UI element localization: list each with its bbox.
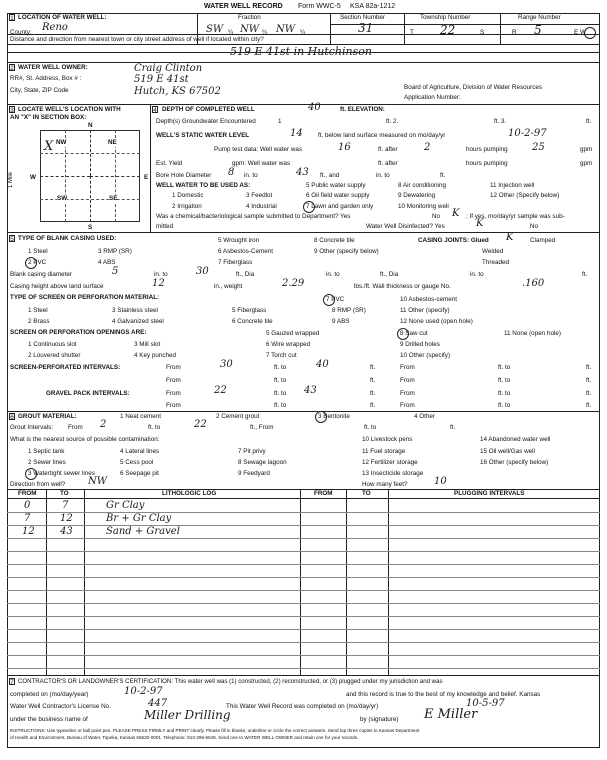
township-number-label: Township Number (420, 14, 471, 21)
gw-3: ft. 3. (494, 118, 507, 125)
fraction-q2[interactable]: NW (240, 24, 260, 35)
chem-tail: ; If yes, mo/day/yr sample was sub- (466, 213, 565, 220)
pump-after: ft. after (378, 146, 398, 153)
grout-tail-2: ft. to (364, 424, 377, 431)
range-value[interactable]: 5 (534, 23, 542, 37)
gravel-to-3: ft. to (274, 402, 287, 409)
gravel-to-value[interactable]: 43 (304, 385, 317, 396)
section-2-number: 2 (10, 65, 14, 72)
grout-to-value[interactable]: 22 (194, 419, 207, 430)
casing-height-label: Casing height above land surface (10, 283, 104, 290)
contamination-label: What is the nearest source of possible contamination: (10, 436, 160, 443)
screen-1: 1 Steel (28, 307, 48, 314)
gravel-to-1: ft. to (274, 390, 287, 397)
section-number-label: Section Number (340, 14, 386, 21)
gravel-ft-3: ft. (370, 402, 376, 409)
true-record-label: and this record is true to the best of my knowledge and belief. Kansas (346, 691, 541, 698)
perf-to-1: ft. to (274, 364, 287, 371)
business-name-label: under the business name of (10, 716, 88, 723)
casing-6: 6 Asbestos-Cement (218, 248, 273, 255)
gravel-to-4: ft. to (498, 402, 511, 409)
use-8: 8 Air conditioning (398, 182, 446, 189)
casing-4: 4 ABS (98, 259, 116, 266)
gravel-from-3: From (166, 402, 181, 409)
log-row-1-from[interactable]: 0 (24, 500, 31, 511)
weight-tail: lbs./ft. Wall thickness or gauge No. (354, 283, 451, 290)
gpm-label: gpm (580, 146, 593, 153)
perforated-intervals-label: SCREEN-PERFORATED INTERVALS: (10, 364, 121, 371)
log-row-2-to[interactable]: 12 (60, 513, 73, 524)
static-date-value[interactable]: 10-2-97 (508, 128, 547, 139)
contam-13: 13 Insecticide storage (362, 470, 424, 477)
elevation-label: ft. ELEVATION: (340, 106, 385, 113)
screen-2: 2 Brass (28, 318, 50, 325)
openings-label: SCREEN OR PERFORATION OPENINGS ARE: (10, 329, 147, 336)
chem-no-check[interactable]: K (452, 208, 460, 219)
gravel-from-4: From (400, 402, 415, 409)
grout-tail: ft., From (250, 424, 274, 431)
open-7: 7 Torch cut (266, 352, 297, 359)
contam-5: 5 Cess pool (120, 459, 154, 466)
locate-label-2: AN "X" IN SECTION BOX: (10, 114, 87, 121)
license-value[interactable]: 447 (148, 698, 168, 709)
location-label: LOCATION OF WATER WELL: (18, 14, 107, 21)
contam-15: 15 Oil well/Gas well (480, 448, 535, 455)
perf-ft-1: ft. (370, 364, 376, 371)
ew-circle (584, 27, 596, 39)
feet-value[interactable]: 10 (434, 476, 447, 487)
address-label: RR#, St. Address, Box # : (10, 75, 82, 82)
screen-11: 11 Other (specify) (400, 307, 450, 314)
contam-1: 1 Septic tank (28, 448, 65, 455)
grout-from-label: From (68, 424, 83, 431)
distance-value[interactable]: 519 E 41st in Hutchinson (230, 45, 372, 58)
weight-label: in., weight (214, 283, 243, 290)
casing-7: 7 Fiberglass (218, 259, 253, 266)
contam-4: 4 Lateral lines (120, 448, 160, 455)
signature-label: by (signature) (360, 716, 399, 723)
pump-level-value[interactable]: 16 (338, 142, 351, 153)
west-label: W (30, 174, 36, 181)
bore-label: Bore Hole Diameter (156, 172, 212, 179)
perf-to-3: ft. to (274, 377, 287, 384)
screen-10: 10 Asbestos-cement (400, 296, 458, 303)
perf-ft-2: ft. (586, 364, 592, 371)
casing-3: 3 RMP (SR) (98, 248, 132, 255)
use-10: 10 Monitoring well (398, 203, 449, 210)
completed-label: completed on (mo/day/year) (10, 691, 89, 698)
contam-2: 2 Sewer lines (28, 459, 66, 466)
yield-label: Est. Yield (156, 160, 183, 167)
grout-4: 4 Other (414, 413, 435, 420)
east-label: E (144, 174, 149, 181)
use-5: 5 Public water supply (306, 182, 366, 189)
grout-material-label: GROUT MATERIAL: (18, 413, 77, 420)
gw-1: 1 (278, 118, 282, 125)
screen-7: 7 PVC (326, 296, 345, 303)
yield-after: ft. after (378, 160, 398, 167)
certification-line-1: CONTRACTOR'S OR LANDOWNER'S CERTIFICATION: This water well was (1) constructed, (2) reconstructed, or (3) plugged under my jurisdiction and was (18, 678, 443, 685)
se-label: SE (109, 195, 118, 202)
disinfected-check[interactable]: K (476, 218, 484, 229)
log-from-header: FROM (18, 490, 37, 497)
section-3-number: 3 (10, 107, 14, 114)
location-x-mark: X (44, 139, 54, 154)
gravel-pack-label: GRAVEL PACK INTERVALS: (46, 390, 130, 397)
contam-12: 12 Fertilizer storage (362, 459, 418, 466)
section-4-number: 4 (153, 107, 157, 114)
contam-6: 6 Seepage pit (120, 470, 159, 477)
perf-ft-4: ft. (586, 377, 592, 384)
pump-hours-label: hours pumping (466, 146, 508, 153)
diam-ft: ft., Dia (236, 271, 255, 278)
perf-from-3: From (166, 377, 181, 384)
open-11: 11 None (open hole) (504, 330, 561, 337)
contam-3-circle (25, 468, 37, 480)
pump-hours-value[interactable]: 2 (424, 142, 431, 153)
section-5-number: 5 (10, 236, 14, 243)
instructions-line-2: of Health and Environment, Bureau of Water, Topeka, Kansas 66620-0001. Telephone: 913-296-5545. Send one to WATER WELL OWNER and retain one for your records. (10, 735, 359, 740)
screen-3: 3 Stainless steel (112, 307, 158, 314)
fraction-q1[interactable]: SW (206, 24, 224, 35)
township-s-label: S (480, 29, 485, 36)
depth-label: DEPTH OF COMPLETED WELL (162, 106, 255, 113)
casing-height-value[interactable]: 12 (152, 278, 165, 289)
diam-in3: in. to (470, 271, 484, 278)
open-5: 5 Gauzed wrapped (266, 330, 320, 337)
welded-label: Welded (482, 248, 504, 255)
groundwater-label: Depth(s) Groundwater Encountered (156, 118, 256, 125)
gauge-value[interactable]: .160 (522, 278, 545, 289)
city-label: City, State, ZIP Code (10, 87, 69, 94)
casing-diameter-value[interactable]: 5 (112, 266, 119, 277)
quarter-mark-3: ¼ (300, 29, 306, 36)
grout-to-label: ft. to (148, 424, 161, 431)
casing-9: 9 Other (specify below) (314, 248, 379, 255)
gw-2: ft. 2. (386, 118, 399, 125)
glued-check[interactable]: K (506, 232, 514, 243)
perf-from-4: From (400, 377, 415, 384)
contam-10: 10 Livestock pens (362, 436, 413, 443)
clamped-label: Clamped (530, 237, 556, 244)
south-label: S (88, 224, 93, 231)
grout-1: 1 Neat cement (120, 413, 161, 420)
grout-2: 2 Cement grout (216, 413, 260, 420)
form-ksa: KSA 82a-1212 (350, 3, 396, 10)
open-8: 8 Saw cut (400, 330, 428, 337)
locate-label: LOCATE WELL'S LOCATION WITH (18, 106, 121, 113)
chem-sample-label: Was a chemical/bacteriological sample submitted to Department? Yes (156, 213, 351, 220)
use-label: WELL WATER TO BE USED AS: (156, 182, 251, 189)
gravel-ft-4: ft. (586, 402, 592, 409)
yield-hours: hours pumping (466, 160, 508, 167)
disinfected-no: No (530, 223, 539, 230)
bore-in2: in. to (376, 172, 390, 179)
open-2: 2 Louvered shutter (28, 352, 81, 359)
gravel-to-2: ft. to (498, 390, 511, 397)
application-number-label: Application Number: (404, 94, 461, 101)
casing-5: 5 Wrought iron (218, 237, 260, 244)
open-4: 4 Key punched (134, 352, 177, 359)
perf-from-value[interactable]: 30 (220, 359, 233, 370)
screen-5: 5 Fiberglass (232, 307, 267, 314)
quarter-mark-1: ¼ (228, 29, 234, 36)
county-value[interactable]: Reno (42, 22, 68, 33)
use-2: 2 Irrigation (172, 203, 202, 210)
contam-8: 8 Sewage lagoon (238, 459, 287, 466)
township-value[interactable]: 22 (440, 23, 456, 37)
contam-9: 9 Feedyard (238, 470, 270, 477)
plugging-intervals-header: PLUGGING INTERVALS (454, 490, 525, 497)
diam-in: in. to (154, 271, 168, 278)
city-value[interactable]: Hutch, KS 67502 (134, 86, 221, 97)
log-row-1-desc[interactable]: Gr Clay (106, 500, 145, 511)
open-9: 9 Drilled holes (400, 341, 440, 348)
log-to-header: TO (60, 490, 69, 497)
gravel-from-value[interactable]: 22 (214, 385, 227, 396)
license-label: Water Well Contractor's License No. (10, 703, 111, 710)
gravel-ft-1: ft. (370, 390, 376, 397)
casing-8: 8 Concrete tile (314, 237, 355, 244)
casing-2: 2 PVC (28, 259, 47, 266)
range-ew: E W (574, 29, 586, 36)
grout-intervals-label: Grout Intervals: (10, 424, 54, 431)
static-tail: ft. below land surface measured on mo/day/yr (318, 132, 446, 139)
grout-3: 3 Bentonite (318, 413, 350, 420)
use-9: 9 Dewatering (398, 192, 436, 199)
contam-3: 3 Watertight sewer lines (28, 470, 95, 477)
plug-to-header: TO (362, 490, 371, 497)
log-row-2-desc[interactable]: Br + Gr Clay (106, 513, 172, 524)
fraction-q3[interactable]: NW (276, 24, 296, 35)
perf-to-value[interactable]: 40 (316, 359, 329, 370)
perf-from-1: From (166, 364, 181, 371)
log-row-3-from[interactable]: 12 (22, 526, 35, 537)
casing-depth-value[interactable]: 30 (196, 266, 209, 277)
bore-in: in. to (244, 172, 258, 179)
bore-tail: ft., and (320, 172, 340, 179)
casing-1: 1 Steel (28, 248, 48, 255)
diam-ft2: ft., Dia (380, 271, 399, 278)
board-label: Board of Agriculture, Division of Water Resources (404, 84, 543, 91)
open-8-circle (397, 328, 409, 340)
grout-from-value[interactable]: 2 (100, 419, 107, 430)
casing-joints-label: CASING JOINTS: Glued (418, 237, 489, 244)
use-7: 7 Lawn and garden only (306, 203, 374, 210)
pump-gpm-value[interactable]: 25 (532, 142, 545, 153)
disinfected-label: Water Well Disinfected? Yes (366, 223, 445, 230)
diam-in2: in. to (326, 271, 340, 278)
township-t-label: T (410, 29, 414, 36)
address-value[interactable]: 519 E 41st (134, 74, 189, 85)
gravel-from-2: From (400, 390, 415, 397)
mitted-label: mitted (156, 223, 174, 230)
casing-diameter-label: Blank casing diameter (10, 271, 72, 278)
record-completed-label: This Water Well Record was completed on (mo/day/yr) (226, 703, 379, 710)
contam-11: 11 Fuel storage (362, 448, 406, 455)
weight-value[interactable]: 2.29 (282, 278, 305, 289)
grout-3-circle (315, 411, 327, 423)
section-1-number: 1 (10, 15, 14, 22)
yield-mid: gpm: Well water was (232, 160, 290, 167)
form-title: WATER WELL RECORD (204, 3, 283, 10)
owner-label: WATER WELL OWNER: (18, 64, 88, 71)
bore-ft: ft. (440, 172, 446, 179)
county-label: County: (10, 29, 32, 36)
range-number-label: Range Number (518, 14, 561, 21)
section-7-number: 7 (10, 679, 14, 686)
north-label: N (88, 122, 93, 129)
section-value[interactable]: 31 (358, 21, 374, 35)
distance-label: Distance and direction from nearest town or city street address of well if located within city? (10, 36, 264, 43)
screen-7-circle (323, 294, 335, 306)
mile-label: 1 Mile (8, 171, 15, 189)
grout-ft: ft. (450, 424, 456, 431)
nw-label: NW (56, 139, 67, 146)
perf-from-2: From (400, 364, 415, 371)
feet-label: How many feet? (362, 481, 408, 488)
open-3: 3 Mill slot (134, 341, 161, 348)
quarter-mark-2: ¼ (262, 29, 268, 36)
direction-value[interactable]: NW (88, 476, 108, 487)
contam-16: 16 Other (specify below) (480, 459, 549, 466)
owner-value[interactable]: Craig Clinton (134, 63, 203, 74)
static-level-label: WELL'S STATIC WATER LEVEL (156, 132, 250, 139)
pump-test-label: Pump test data: Well water was (214, 146, 303, 153)
use-6: 6 Oil field water supply (306, 192, 370, 199)
perf-ft-3: ft. (370, 377, 376, 384)
screen-material-label: TYPE OF SCREEN OR PERFORATION MATERIAL: (10, 294, 160, 301)
threaded-label: Threaded (482, 259, 509, 266)
perf-to-4: ft. to (498, 377, 511, 384)
static-level-value[interactable]: 14 (290, 128, 303, 139)
log-row-2-from[interactable]: 7 (24, 513, 31, 524)
signature-value[interactable]: E Miller (424, 707, 478, 722)
use-11: 11 Injection well (490, 182, 535, 189)
gw-ft: ft. (586, 118, 592, 125)
screen-6: 6 Concrete tile (232, 318, 273, 325)
screen-4: 4 Galvanized steel (112, 318, 164, 325)
fraction-label: Fraction (238, 14, 261, 21)
screen-9: 9 ABS (332, 318, 350, 325)
use-4: 4 Industrial (246, 203, 277, 210)
form-number: Form WWC-5 (298, 3, 341, 10)
perf-to-2: ft. to (498, 364, 511, 371)
open-1: 1 Continuous slot (28, 341, 77, 348)
casing-label: TYPE OF BLANK CASING USED: (18, 235, 117, 242)
open-10: 10 Other (specify) (400, 352, 451, 359)
lithologic-log-header: LITHOLOGIC LOG (162, 490, 217, 497)
section-6-number: 6 (10, 414, 14, 421)
diam-ft3: ft. (582, 271, 588, 278)
contam-7: 7 Pit privy (238, 448, 266, 455)
gravel-from-1: From (166, 390, 181, 397)
bore-diameter-value[interactable]: 8 (228, 167, 235, 178)
direction-label: Direction from well? (10, 481, 66, 488)
contam-14: 14 Abandoned water well (480, 436, 551, 443)
bore-depth-value[interactable]: 43 (296, 167, 309, 178)
form-frame (7, 13, 600, 748)
use-1: 1 Domestic (172, 192, 204, 199)
log-row-3-desc[interactable]: Sand + Gravel (106, 526, 180, 537)
instructions-line-1: INSTRUCTIONS: Use typewriter or ball point pen. PLEASE PRESS FIRMLY and PRINT clearly. Please fill in blanks, underline or circle the correct answers. Send top three copies to Kansas Department (10, 728, 420, 733)
gravel-ft-2: ft. (586, 390, 592, 397)
range-r-label: R (512, 29, 517, 36)
screen-8: 8 RMP (SR) (332, 307, 366, 314)
casing-2-circle (25, 257, 37, 269)
chem-no: No (432, 213, 441, 220)
record-date-value[interactable]: 10-5-97 (466, 698, 505, 709)
log-row-3-to[interactable]: 43 (60, 526, 73, 537)
log-row-1-to[interactable]: 7 (62, 500, 69, 511)
plug-from-header: FROM (314, 490, 333, 497)
ne-label: NE (108, 139, 117, 146)
yield-gpm: gpm (580, 160, 593, 167)
completed-date-value[interactable]: 10-2-97 (124, 686, 163, 697)
use-12: 12 Other (Specify below) (490, 192, 560, 199)
depth-value[interactable]: 40 (308, 102, 321, 113)
business-name-value[interactable]: Miller Drilling (144, 708, 231, 722)
sw-label: SW (57, 195, 68, 202)
open-6: 6 Wire wrapped (266, 341, 311, 348)
screen-12: 12 None used (open hole) (400, 318, 473, 325)
use-3: 3 Feedlot (246, 192, 273, 199)
use-7-circle (303, 201, 315, 213)
